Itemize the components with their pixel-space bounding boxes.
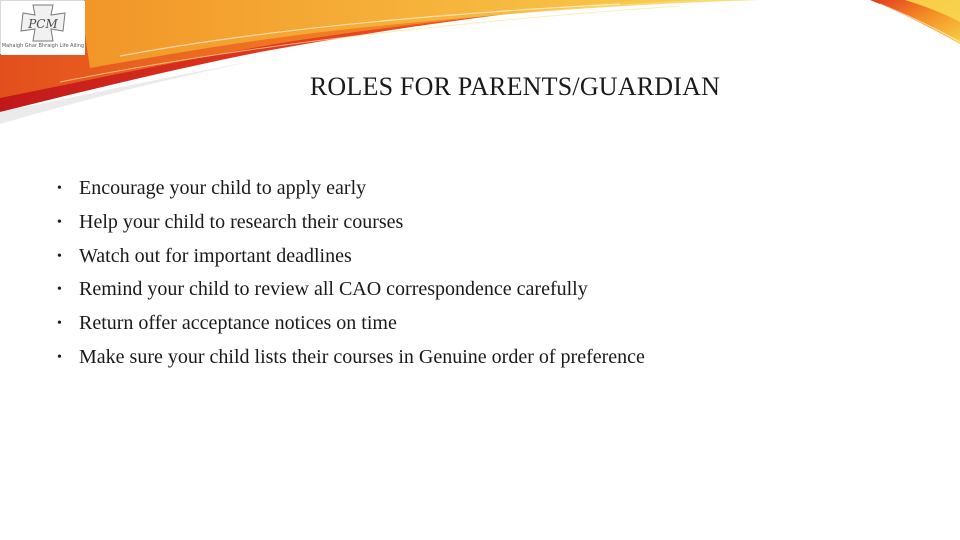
bullet-glyph: • (57, 181, 62, 196)
bullet-glyph: • (57, 282, 62, 298)
bullet-glyph: • (57, 349, 62, 365)
bullet-glyph: • (57, 248, 62, 264)
school-crest-icon (1, 1, 85, 55)
list-item (56, 206, 916, 240)
bullet-glyph: • (57, 214, 62, 230)
list-item-text: Remind your child to review all CAO correspondence carefully (79, 278, 588, 301)
slide-title: ROLES FOR PARENTS/GUARDIAN (309, 72, 721, 101)
list-item-text: Return offer acceptance notices on time (79, 312, 397, 335)
list-item (56, 172, 916, 206)
bullet-glyph: • (57, 316, 62, 332)
list-item-text: Encourage your child to apply early (79, 177, 367, 199)
school-crest-logo (0, 0, 84, 54)
list-item (56, 341, 916, 375)
list-item-text: Watch out for important deadlines (79, 244, 352, 267)
bullet-list (56, 172, 916, 375)
list-item (56, 273, 916, 307)
header-swoosh-decoration (0, 0, 960, 130)
logo-motto: Mahaigh Ghar Bhraigh Life Ailing (1, 43, 85, 49)
list-item (56, 307, 916, 341)
logo-monogram: PCM (28, 17, 58, 31)
list-item-text: Make sure your child lists their courses in Genuine order of preference (79, 345, 645, 368)
list-item-text: Help your child to research their courses (79, 210, 404, 233)
list-item (56, 240, 916, 274)
